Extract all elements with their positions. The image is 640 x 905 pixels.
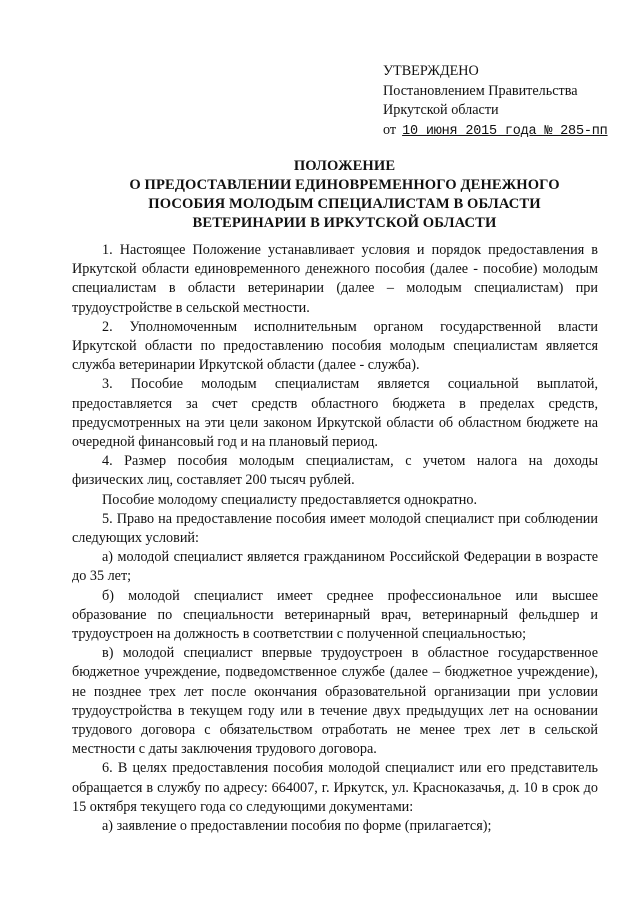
approval-date: 10 июня 2015 года № 285-пп bbox=[402, 123, 608, 139]
paragraph-5-a: а) молодой специалист является гражданином Российской Федерации в возрасте до 35 лет; bbox=[72, 549, 598, 585]
paragraph-4-note: Пособие молодому специалисту предоставляется однократно. bbox=[102, 491, 477, 508]
paragraph-5-c: в) молодой специалист впервые трудоустроен в областное государственное бюджетное учреждение, подведомственное службе (далее – бюджетное учреждение), не позднее трех лет после окончания образовательной организации при условии трудоустройства в текущем году или в течение двух предыдущих лет на основании трудового договора с обязательством отработать не менее трех лет в сельской местности с даты заключения трудового договора. bbox=[72, 645, 598, 758]
approval-date-prefix: от bbox=[383, 121, 397, 138]
paragraph-5: 5. Право на предоставление пособия имеет молодой специалист при соблюдении следующих условий: bbox=[72, 510, 598, 547]
paragraph-5-b: б) молодой специалист имеет среднее профессиональное или высшее образование по специальности ветеринарный врач, ветеринарный фельдшер и трудоустроен на должность в соответствии с полученной специальностью; bbox=[72, 587, 598, 643]
approval-authority: Постановлением Правительства bbox=[383, 82, 578, 99]
title-line-2: О ПРЕДОСТАВЛЕНИИ ЕДИНОВРЕМЕННОГО ДЕНЕЖНОГО bbox=[129, 177, 560, 193]
paragraph-6-a: а) заявление о предоставлении пособия по форме (прилагается); bbox=[102, 818, 492, 835]
approval-region: Иркутской области bbox=[383, 102, 499, 118]
document-title bbox=[72, 157, 617, 233]
title-line-4: ВЕТЕРИНАРИИ В ИРКУТСКОЙ ОБЛАСТИ bbox=[192, 215, 497, 231]
approval-heading: УТВЕРЖДЕНО bbox=[383, 63, 479, 79]
paragraph-4: 4. Размер пособия молодым специалистам, с учетом налога на доходы физических лиц, составляет 200 тысяч рублей. bbox=[72, 453, 598, 489]
title-line-1: ПОЛОЖЕНИЕ bbox=[293, 158, 396, 174]
paragraph-6: 6. В целях предоставления пособия молодой специалист или его представитель обращается в службу по адресу: 664007, г. Иркутск, ул. Красноказачья, д. 10 в срок до 15 октября текущего года со следующими документами: bbox=[72, 760, 598, 815]
document-body bbox=[72, 241, 598, 836]
approval-date-line bbox=[383, 121, 608, 142]
paragraph-2: 2. Уполномоченным исполнительным органом государственной власти Иркутской области по предоставлению пособия молодым специалистам является служба ветеринарии Иркутской области (далее - служба). bbox=[72, 318, 598, 374]
title-line-3: ПОСОБИЯ МОЛОДЫМ СПЕЦИАЛИСТАМ В ОБЛАСТИ bbox=[148, 196, 541, 212]
paragraph-1: 1. Настоящее Положение устанавливает условия и порядок предоставления в Иркутской области единовременного денежного пособия (далее - пособие) молодым специалистам в области ветеринарии (далее – молодым специалистам) при трудоустройстве в сельской местности. bbox=[72, 242, 598, 316]
approval-stamp bbox=[383, 62, 608, 141]
paragraph-3: 3. Пособие молодым специалистам является социальной выплатой, предоставляется за счет средств областного бюджета в пределах средств, предусмотренных на эти цели законом Иркутской области об областном бюджете на очередной финансовый год и на плановый период. bbox=[72, 376, 598, 451]
